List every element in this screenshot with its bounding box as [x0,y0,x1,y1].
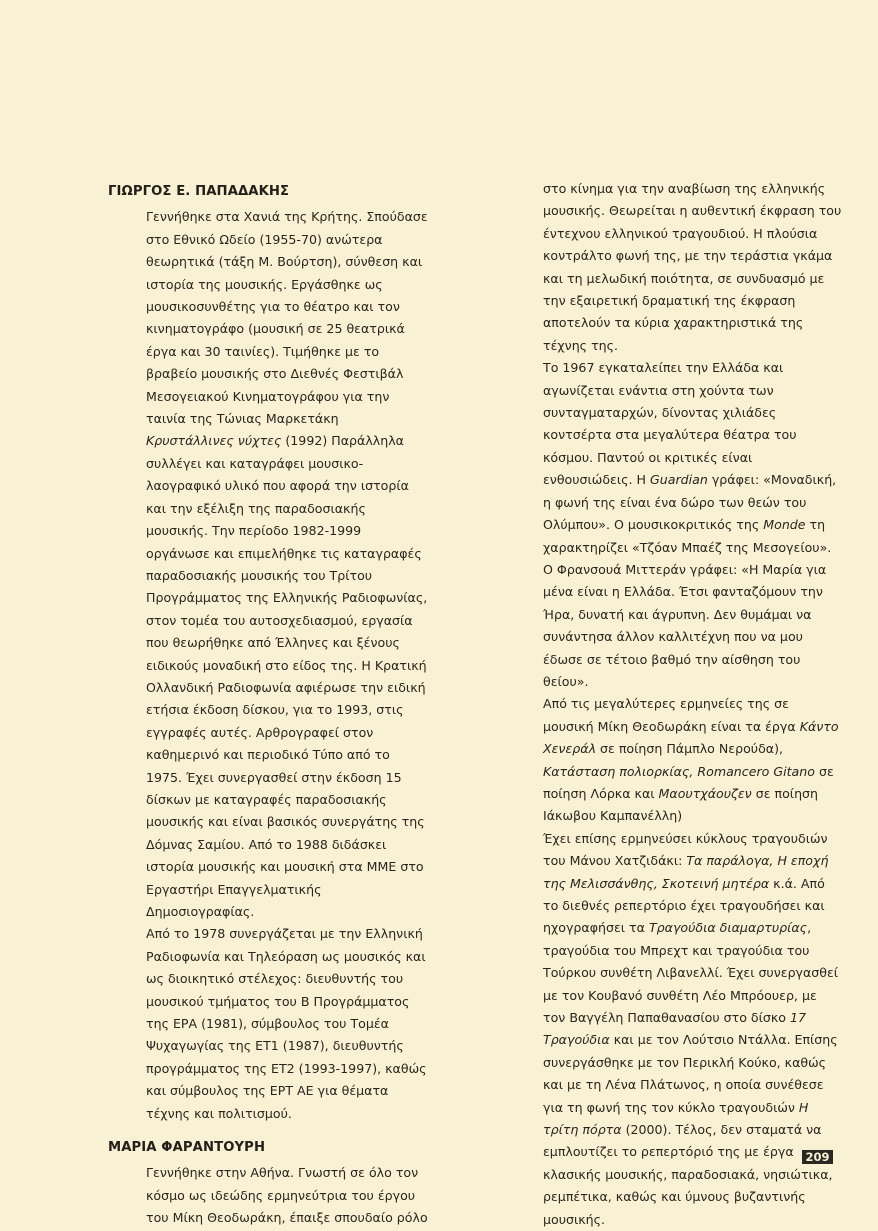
text-run: γράφει: «Μοναδική, η φωνή της είναι ένα δώρο των θεών του Ολύμπου». Ο μουσικοκριτικός της [543,472,837,533]
bio-farantouri-intro [108,1162,428,1229]
bio-paragraph: Γεννήθηκε στην Αθήνα. Γνωστή σε όλο τον κόσμο ως ιδεώδης ερμηνεύτρια του έργου του Μίκη Θεοδωράκη, έπαιξε σπουδαίο ρόλο [146,1165,428,1226]
text-run: στο κίνημα για την αναβίωση της ελληνικής μουσικής. Θεωρείται η αυθεντική έκφραση του έντεχνου ελληνικού τραγουδιού. Η πλούσια κοντράλτο φωνή της, με την τεράστια γκάμα και τη μελωδική ποιότητα, σε συνδυασμό με την εξαιρετική δραματική της έκφραση αποτελούν τα κύρια χαρακτηριστικά της τέχνης της. [543,181,842,353]
italic-title: Μαουτχάουζεν [658,785,752,801]
text-run: Από το 1978 συνεργάζεται με την Ελληνική Ραδιοφωνία και Τηλεόραση ως μουσικός και ως διοικητικό στέλεχος: διευθυντής του μουσικού τμήματος του Β Προγράμματος της ΕΡΑ (1981), σύμβουλος του Τομέα Ψυχαγωγίας της ΕΤ1 (1987), διευθυντής προγράμματος της ΕΤ2 (1993-1997), καθώς και σύμβουλος της ΕΡΤ ΑΕ για θέματα τέχνης και πολιτισμού. [146,926,427,1121]
text-run: Έχει επίσης ερμηνεύσει κύκλους τραγουδιών του Μάνου Χατζιδάκι: [543,830,828,869]
bio-paragraph [543,357,843,693]
text-run: σε ποίηση Ιάκωβου Καμπανέλλη) [543,785,819,824]
bio-papadakis [108,206,428,1125]
right-column [543,178,843,1231]
italic-title: Monde [763,517,806,533]
italic-title: Κάντο Χενεράλ [543,718,839,757]
text-run: κ.ά. Από το διεθνές ρεπερτόριο έχει τραγουδήσει και ηχογραφήσει τα [543,875,825,936]
text-run: Από τις μεγαλύτερες ερμηνείες της σε μουσική Μίκη Θεοδωράκη είναι τα έργα [543,696,800,734]
italic-title: Guardian [649,472,708,488]
text-run: σε ποίηση Πάμπλο Νερούδα), [596,741,783,757]
bio-paragraph [543,693,843,827]
page-number: 209 [802,1150,833,1164]
text-run: και με τον Λούτσιο Ντάλλα. Επίσης συνεργάσθηκε με τον Περικλή Κούκο, καθώς και με τη Λένα Πλάτωνος, η οποία συνέθεσε για τη φωνή της τον κύκλο τραγουδιών [543,1032,838,1115]
text-run: Γεννήθηκε στα Χανιά της Κρήτης. Σπούδασε στο Εθνικό Ωδείο (1955-70) ανώτερα θεωρητικά (τάξη Μ. Βούρτση), σύνθεση και ιστορία της μουσικής. Εργάσθηκε ως μουσικοσυνθέτης για το θέατρο και τον κινηματογράφο (μουσική σε 25 θεατρικά έργα και 30 ταινίες). Τιμήθηκε με το βραβείο μουσικής στο Διεθνές Φεστιβάλ Μεσογειακού Κινηματογράφου για την ταινία της Τώνιας Μαρκετάκη [146,209,428,427]
text-run: Το 1967 εγκαταλείπει την Ελλάδα και αγωνίζεται ενάντια στη χούντα των συνταγματαρχών, δίνοντας χιλιάδες κοντσέρτα στα μεγαλύτερα θέατρα του κόσμου. Παντού οι κριτικές είναι ενθουσιώδεις. Η [543,360,797,488]
author-name-farantouri: ΜΑΡΙΑ ΦΑΡΑΝΤΟΥΡΗ [108,1140,266,1156]
bio-paragraph [543,178,843,357]
text-run: , τραγούδια του Μπρεχτ και τραγούδια του Τούρκου συνθέτη Λιβανελλί. Έχει συνεργασθεί με τον Κουβανό συνθέτη Λέο Μπρόουερ, με τον Βαγγέλη Παπαθανασίου στο δίσκο [543,920,839,1026]
italic-title: Κατάσταση πολιορκίας, Romancero Gitano [543,763,815,779]
text-run: (2000). Τέλος, δεν σταματά να εμπλουτίζει το ρεπερτόριό της με έργα κλασικής μουσικής, παραδοσιακά, νησιώτικα, ρεμπέτικα, καθώς και ύμνους βυζαντινής μουσικής. [543,1122,833,1227]
left-column [108,181,428,1230]
bio-paragraph [146,923,428,1125]
text-run: τη χαρακτηρίζει «Τζόαν Μπαέζ της Μεσογείου». Ο Φρανσουά Μιττεράν γράφει: «Η Μαρία για μένα είναι η Ελλάδα. Έτσι φανταζόμουν την Ήρα, δυνατή και άγρυπνη. Δεν θυμάμαι να συνάντησα άλλον καλλιτέχνη που να μου έδωσε σε τέτοιο βαθμό την αίσθηση του θείου». [543,517,832,689]
bio-paragraph [146,206,428,923]
italic-title: 17 Τραγούδια [543,1010,807,1048]
text-run: σε ποίηση Λόρκα και [543,763,834,801]
italic-title: Η τρίτη πόρτα [543,1099,809,1138]
text-run: (1992) Παράλληλα συλλέγει και καταγράφει μουσικο-λαογραφικό υλικό που αφορά την ιστορία και την εξέλιξη της παραδοσιακής μουσικής. Την περίοδο 1982-1999 οργάνωσε και επιμελήθηκε τις καταγραφές παραδοσιακής μουσικής του Τρίτου Προγράμματος της Ελληνικής Ραδιοφωνίας, στον τομέα του αυτοσχεδιασμού, εργασία που θεωρήθηκε από Έλληνες και ξένους ειδικούς μοναδική στο είδος της. Η Κρατική Ολλανδική Ραδιοφωνία αφιέρωσε την ειδική ετήσια έκδοση δίσκου, για το 1993, στις εγγραφές αυτές. Αρθρογραφεί στον καθημερινό και περιοδικό Τύπο από το 1975. Έχει συνεργασθεί στην έκδοση 15 δίσκων με καταγραφές παραδοσιακής μουσικής και είναι βασικός συνεργάτης της Δόμνας Σαμίου. Από το 1988 διδάσκει ιστορία μουσικής και μουσική στα ΜΜΕ στο Εργαστήρι Επαγγελματικής Δημοσιογραφίας. [146,433,428,919]
bio-paragraph [543,828,843,1231]
italic-title: Τα παράλογα, Η εποχή της Μελισσάνθης, Σκοτεινή μητέρα [543,853,829,891]
italic-title: Τραγούδια διαμαρτυρίας [648,920,808,936]
italic-title: Κρυστάλλινες νύχτες [146,433,282,449]
author-name-papadakis: ΓΙΩΡΓΟΣ Ε. ΠΑΠΑΔΑΚΗΣ [108,184,290,199]
